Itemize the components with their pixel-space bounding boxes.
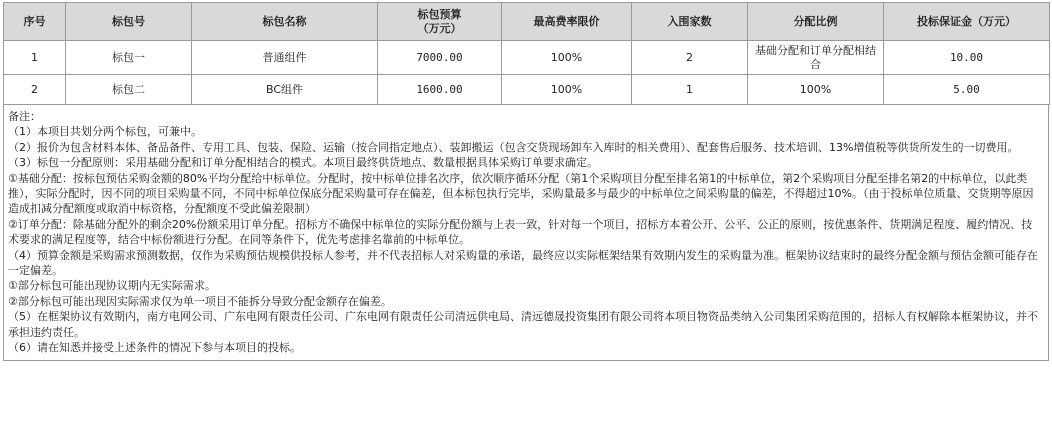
table-header-row [4, 3, 1050, 41]
note-item: （2）报价为包含材料本体、备品备件、专用工具、包装、保险、运输（按合同指定地点）、装卸搬运（包含交货现场卸车入库时的相关费用）、配套售后服务、技术培训、13%增值税等供货所发生的一切费用。 [8, 140, 1019, 154]
header-cell: 投标保证金（万元） [884, 3, 1050, 41]
bid-package-document [3, 2, 1049, 361]
header-cell: 最高费率限价 [502, 3, 632, 41]
cell-allocation: 基础分配和订单分配相结合 [748, 41, 884, 75]
cell-budget: 7000.00 [378, 41, 502, 75]
note-item: （4）预算金额是采购需求预测数据，仅作为采购预估规模供投标人参考，并不代表招标人对采购量的承诺，最终应以实际框架结果有效期内发生的采购量为准。框架协议结束时的最终分配金额与预估金额可能存在一定偏差。 [8, 248, 1038, 278]
note-item: （5）在框架协议有效期内，南方电网公司、广东电网有限责任公司、广东电网有限责任公司清远供电局、清远德晟投资集团有限公司将本项目物资品类纳入公司集团采购范围的，招标人有权解除本框架协议，并不承担违约责任。 [8, 310, 1038, 339]
notes-heading: 备注： [8, 110, 41, 123]
cell-deposit: 5.00 [884, 75, 1050, 105]
cell-package-no: 标包二 [66, 75, 192, 105]
header-cell: 入围家数 [632, 3, 748, 41]
table-row [4, 75, 1050, 105]
bid-package-table [3, 2, 1050, 105]
note-item: ①基础分配：按标包预估采购金额的80%平均分配给中标单位。分配时，按中标单位排名次序，依次顺序循环分配（第1个采购项目分配至排名第1的中标单位，第2个采购项目分配至排名第2的中标单位，以此类推），实际分配时，因不同的项目采购量不同，不同中标单位保底分配采购量可存在偏差，但本标包执行完毕，采购量最多与最少的中标单位之间采购量的偏差，不得超过10%。（由于投标单位质量、交货期等原因造成扣减分配额度或取消中标资格，分配额度不受此偏差限制） [8, 171, 1034, 216]
header-cell: 标包号 [66, 3, 192, 41]
cell-max-rate: 100% [502, 41, 632, 75]
note-item: ②订单分配：除基础分配外的剩余20%份额采用订单分配。招标方不确保中标单位的实际分配份额与上表一致，针对每一个项目，招标方本着公开、公平、公正的原则，按优惠条件、货期满足程度、履约情况、技术要求的满足程度等，结合中标份额进行分配。在同等条件下，优先考虑排名靠前的中标单位。 [8, 217, 1033, 247]
cell-serial: 2 [4, 75, 66, 105]
header-cell: 分配比例 [748, 3, 884, 41]
note-item: ②部分标包可能出现因实际需求仅为单一项目不能拆分导致分配金额存在偏差。 [8, 294, 392, 308]
note-item: （1）本项目共划分两个标包，可兼中。 [8, 125, 202, 139]
cell-winner-count: 2 [632, 41, 748, 75]
cell-package-name: BC组件 [192, 75, 378, 105]
cell-budget: 1600.00 [378, 75, 502, 105]
header-cell: 标包名称 [192, 3, 378, 41]
header-cell: 序号 [4, 3, 66, 41]
cell-serial: 1 [4, 41, 66, 75]
note-item: （6）请在知悉并接受上述条件的情况下参与本项目的投标。 [8, 341, 301, 355]
notes-section [3, 105, 1049, 361]
cell-winner-count: 1 [632, 75, 748, 105]
note-item: ①部分标包可能出现协议期内无实际需求。 [8, 279, 216, 293]
cell-deposit: 10.00 [884, 41, 1050, 75]
table-row [4, 41, 1050, 75]
cell-package-name: 普通组件 [192, 41, 378, 75]
cell-max-rate: 100% [502, 75, 632, 105]
note-item: （3）标包一分配原则：采用基础分配和订单分配相结合的模式。本项目最终供货地点、数量根据具体采购订单要求确定。 [8, 156, 598, 170]
cell-allocation: 100% [748, 75, 884, 105]
cell-package-no: 标包一 [66, 41, 192, 75]
header-cell: 标包预算 （万元） [378, 3, 502, 41]
